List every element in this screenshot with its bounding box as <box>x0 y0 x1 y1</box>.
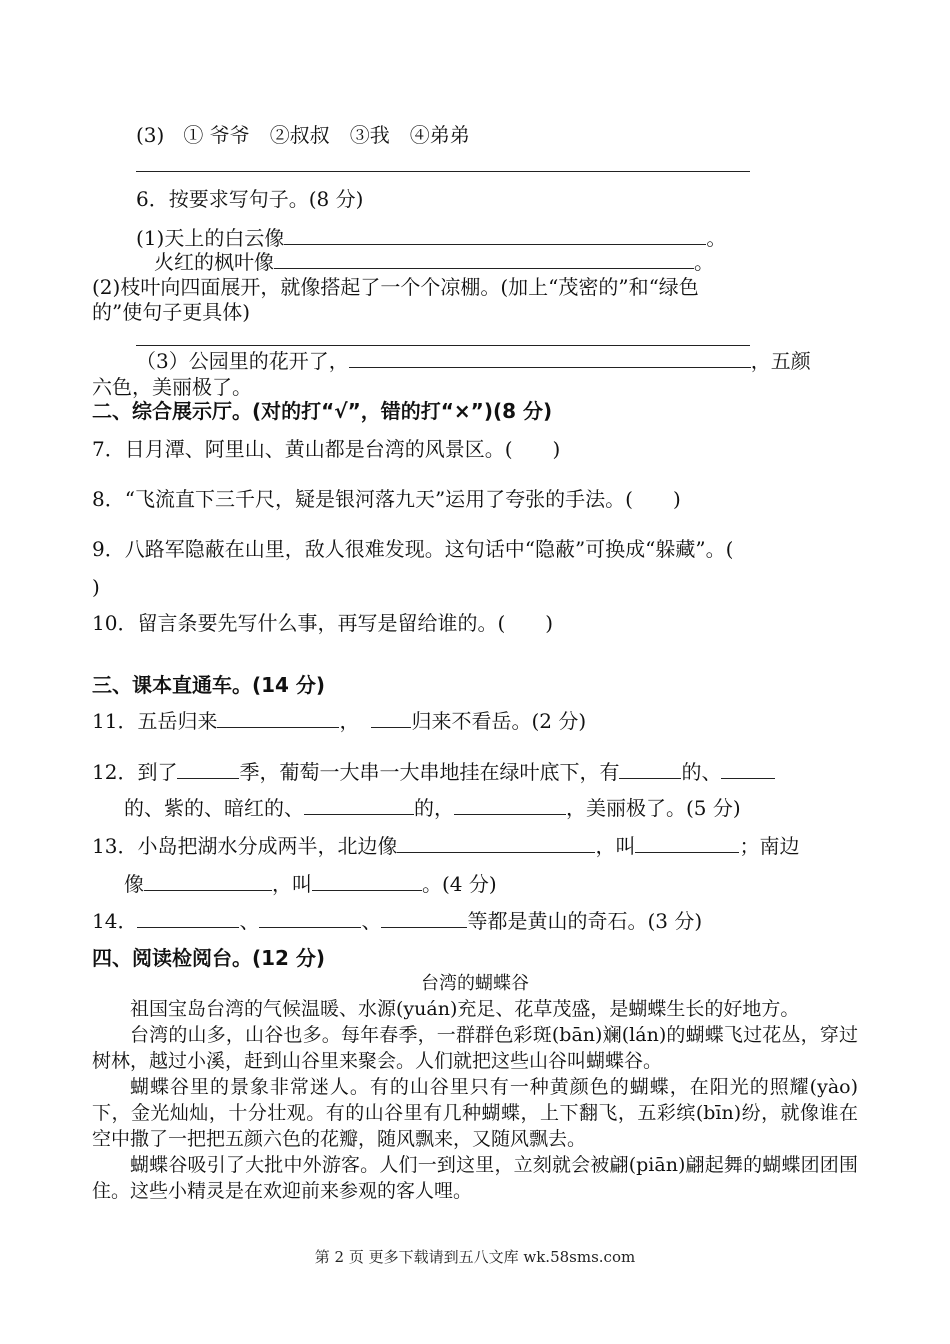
q12-line2: 的、紫的、暗红的、 的， ，美丽极了。(5 分) <box>124 796 741 820</box>
section4-title: 四、阅读检阅台。(12 分) <box>92 946 326 970</box>
q6-s2-line1: (2)枝叶向四面展开，就像搭起了一个个凉棚。(加上“茂密的”和“绿色 <box>92 275 699 299</box>
q6-s1a-blank[interactable] <box>284 226 706 245</box>
q12-line1: 12．到了 季，葡萄一大串一大串地挂在绿叶底下，有 的、 <box>92 759 775 785</box>
q13-blank-1[interactable] <box>397 834 595 853</box>
q6-s3-blank[interactable] <box>349 349 751 368</box>
q13-line1: 13．小岛把湖水分成两半，北边像 ，叫 ；南边 <box>92 834 800 858</box>
reading-passage <box>92 996 858 1204</box>
section3-title: 三、课本直通车。(14 分) <box>92 673 326 697</box>
section2-title: 二、综合展示厅。(对的打“√”，错的打“×”)(8 分) <box>92 399 553 423</box>
q10: 10．留言条要先写什么事，再写是留给谁的。( ) <box>92 611 554 635</box>
q6-s1a: (1)天上的白云像 。 <box>136 226 727 250</box>
q11-blank-1[interactable] <box>217 709 339 728</box>
page-footer: 第 2 页 更多下载请到五八文库 wk.58sms.com <box>314 1248 636 1266</box>
q13-blank-3[interactable] <box>144 872 272 891</box>
q13-line2: 像 ，叫 。(4 分) <box>124 872 497 896</box>
q5-3-answer-line[interactable] <box>136 171 750 172</box>
q13-blank-4[interactable] <box>312 872 422 891</box>
q11-blank-2[interactable] <box>371 709 411 728</box>
q14: 14． 、 、 等都是黄山的奇石。(3 分) <box>92 909 703 933</box>
q5-3-options-line <box>136 122 470 148</box>
q9-line2: ) <box>92 575 100 599</box>
q11: 11．五岳归来 ， 归来不看岳。(2 分) <box>92 709 587 733</box>
q12-blank-1[interactable] <box>177 760 239 779</box>
q12-blank-3[interactable] <box>721 760 775 779</box>
passage-title: 台湾的蝴蝶谷 <box>421 973 529 994</box>
q12-blank-2[interactable] <box>619 760 681 779</box>
q12-blank-5[interactable] <box>454 796 566 815</box>
q6-title: 6．按要求写句子。(8 分) <box>136 187 364 211</box>
q6-s2-line2: 的”使句子更具体) <box>92 300 251 324</box>
q6-s3: （3）公园里的花开了， ，五颜 <box>136 349 811 373</box>
q12-blank-4[interactable] <box>304 796 414 815</box>
q14-blank-2[interactable] <box>259 909 361 928</box>
q5-3-options: ① 爷爷 ②叔叔 ③我 ④弟弟 <box>183 123 470 147</box>
q6-s3-line2: 六色，美丽极了。 <box>92 375 252 399</box>
q8: 8．“飞流直下三千尺，疑是银河落九天”运用了夸张的手法。( ) <box>92 487 681 511</box>
q9-line1: 9．八路军隐蔽在山里，敌人很难发现。这句话中“隐蔽”可换成“躲藏”。( <box>92 537 734 561</box>
passage-paragraph-2: 台湾的山多，山谷也多。每年春季，一群群色彩斑(bān)斓(lán)的蝴蝶飞过花丛，穿过树林，越过小溪，赶到山谷里来聚会。人们就把这些山谷叫蝴蝶谷。 <box>92 1024 858 1072</box>
passage-paragraph-1: 祖国宝岛台湾的气候温暖、水源(yuán)充足、花草茂盛，是蝴蝶生长的好地方。 <box>130 998 800 1020</box>
q7: 7．日月潭、阿里山、黄山都是台湾的风景区。( ) <box>92 437 561 461</box>
q6-s2-answer-line[interactable] <box>136 345 750 346</box>
passage-paragraph-4: 蝴蝶谷吸引了大批中外游客。人们一到这里，立刻就会被翩(piān)翩起舞的蝴蝶团团围住。这些小精灵是在欢迎前来参观的客人哩。 <box>92 1154 858 1202</box>
q13-blank-2[interactable] <box>635 834 739 853</box>
q14-blank-3[interactable] <box>381 909 467 928</box>
passage-paragraph-3: 蝴蝶谷里的景象非常迷人。有的山谷里只有一种黄颜色的蝴蝶，在阳光的照耀(yào)下，金光灿灿，十分壮观。有的山谷里有几种蝴蝶，上下翻飞，五彩缤(bīn)纷，就像谁在空中撒了一把把五颜六色的花瓣，随风飘来，又随风飘去。 <box>92 1076 858 1150</box>
q6-s1b-blank[interactable] <box>274 250 694 269</box>
q5-3-label: (3) <box>136 123 165 147</box>
q6-s1b: 火红的枫叶像 。 <box>154 250 714 274</box>
q14-blank-1[interactable] <box>137 909 239 928</box>
